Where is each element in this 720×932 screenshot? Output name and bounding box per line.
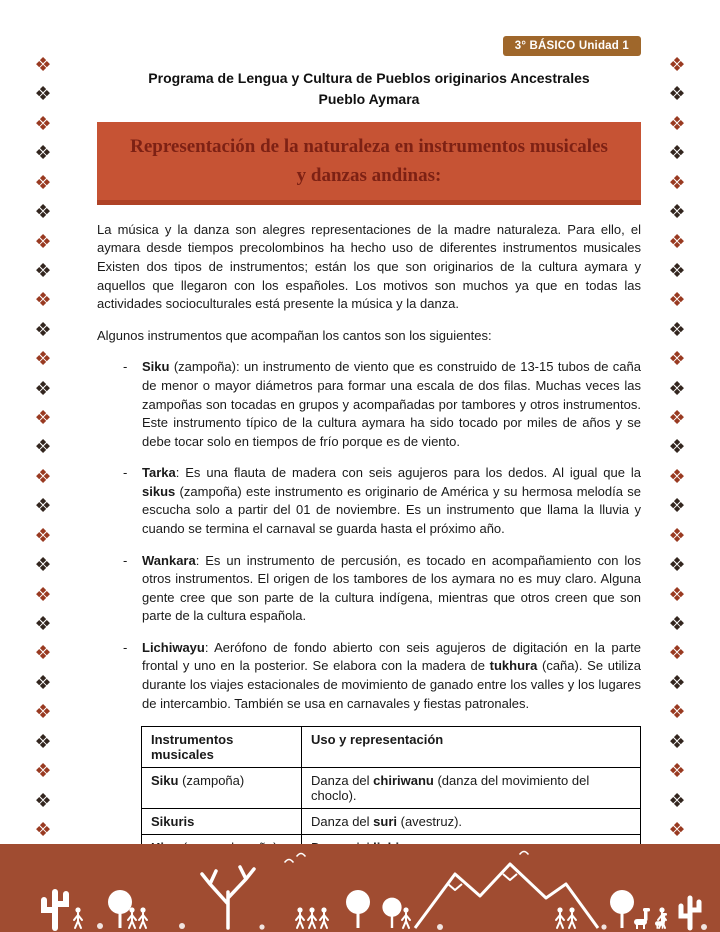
table-header-row <box>142 727 641 768</box>
andean-motif-icon: ❖ <box>34 437 52 459</box>
andean-motif-icon: ❖ <box>34 84 52 106</box>
andean-motif-icon: ❖ <box>668 143 686 165</box>
andean-motif-icon: ❖ <box>668 790 686 812</box>
andean-motif-icon: ❖ <box>34 790 52 812</box>
list-item-lichiwayu: - Lichiwayu: Aerófono de fondo abierto con seis agujeros de digitación en la parte frontal y uno en la posterior. Se elabora con la madera de tukhura (caña). Se utiliza durante los viajes estacionales de movimiento de ganado entre los valles y los lugares de intercambio. También se usa en carnavales y fiestas patronales. <box>121 639 641 713</box>
andean-motif-icon: ❖ <box>668 819 686 841</box>
andean-motif-icon: ❖ <box>668 496 686 518</box>
andean-motif-icon: ❖ <box>668 55 686 76</box>
andean-motif-icon: ❖ <box>668 437 686 459</box>
table-cell-instrument: Sikuris <box>142 809 302 835</box>
list-item-siku: - Siku (zampoña): un instrumento de viento que es construido de 13-15 tubos de caña de menor o mayor diámetros para formar una escala de dos filas. Muchas veces las zampoñas son tocadas en grupos y acompañadas por tambores y otros instrumentos. Este instrumento típico de la cultura aymara ha sido tocado por miles de años y se debe tocar solo en tiempos de frío porque es de viento. <box>121 358 641 451</box>
list-item-tarka: - Tarka: Es una flauta de madera con seis agujeros para los dedos. Al igual que la sikus (zampoña) este instrumento es originario de América y su hermosa melodía se escucha solo a partir del 01 de noviembre. Es un instrumento que llama la lluvia y cuando se termina el carnaval se guarda hasta el próximo año. <box>121 464 641 538</box>
intro-paragraph: La música y la danza son alegres representaciones de la madre naturaleza. Para ello, el aymara desde tiempos precolombinos ha hecho uso de diferentes instrumentos musicales Existen dos tipos de instrumentos; están los que son originarios de la cultura aymara y aquellos que llegaron con los españoles. Los motivos son muchos ya que en todas las actividades socioculturales está presente la música y la danza. <box>97 221 641 312</box>
list-lead-in: Algunos instrumentos que acompañan los cantos son los siguientes: <box>97 327 492 343</box>
andean-motif-icon: ❖ <box>34 731 52 753</box>
andean-motif-icon: ❖ <box>668 702 686 724</box>
andean-motif-icon: ❖ <box>34 643 52 665</box>
instruments-table <box>141 726 641 861</box>
andean-motif-icon: ❖ <box>34 525 52 547</box>
andean-motif-icon: ❖ <box>668 643 686 665</box>
andean-motif-icon: ❖ <box>668 231 686 253</box>
andean-motif-icon: ❖ <box>34 260 52 282</box>
andean-motif-icon: ❖ <box>34 761 52 783</box>
section-title-banner <box>97 122 641 205</box>
table-header-instruments: Instrumentos musicales <box>142 727 302 768</box>
andean-motif-icon: ❖ <box>34 319 52 341</box>
andean-motif-icon: ❖ <box>668 260 686 282</box>
table-header-use: Uso y representación <box>302 727 641 768</box>
footer-illustration <box>0 844 720 932</box>
andean-motif-icon: ❖ <box>668 555 686 577</box>
andean-motif-icon: ❖ <box>668 731 686 753</box>
andean-motif-icon: ❖ <box>34 231 52 253</box>
footer-background <box>0 844 720 932</box>
andean-motif-icon: ❖ <box>668 584 686 606</box>
andean-motif-icon: ❖ <box>668 466 686 488</box>
instrument-list <box>121 358 641 713</box>
andean-motif-icon: ❖ <box>34 113 52 135</box>
list-item-wankara: - Wankara: Es un instrumento de percusión, es tocado en acompañamiento con los otros instrumentos. El origen de los tambores de los aymara no es muy claro. Alguna gente cree que son parte de la cultura indígena, mientras que otros creen que son parte de la cultura española. <box>121 552 641 626</box>
section-title: Representación de la naturaleza en instrumentos musicales y danzas andinas: <box>130 136 608 187</box>
table-row-sikuris <box>142 809 641 835</box>
andean-motif-icon: ❖ <box>34 819 52 841</box>
andean-motif-icon: ❖ <box>34 555 52 577</box>
andean-motif-icon: ❖ <box>34 614 52 636</box>
andean-motif-icon: ❖ <box>668 614 686 636</box>
document-header <box>97 68 641 110</box>
andean-motif-icon: ❖ <box>668 172 686 194</box>
andean-motif-icon: ❖ <box>34 55 52 76</box>
andean-motif-icon: ❖ <box>668 378 686 400</box>
andean-motif-icon: ❖ <box>34 202 52 224</box>
andean-landscape-scene <box>0 844 720 932</box>
pueblo-subtitle: Pueblo Aymara <box>318 91 420 107</box>
andean-motif-icon: ❖ <box>668 202 686 224</box>
andean-motif-icon: ❖ <box>668 319 686 341</box>
andean-motif-icon: ❖ <box>668 408 686 430</box>
andean-motif-icon: ❖ <box>34 172 52 194</box>
andean-motif-icon: ❖ <box>668 113 686 135</box>
table-row-siku <box>142 768 641 809</box>
andean-motif-icon: ❖ <box>34 378 52 400</box>
andean-border-left <box>24 56 62 840</box>
andean-motif-icon: ❖ <box>668 672 686 694</box>
andean-motif-icon: ❖ <box>34 466 52 488</box>
table-cell-use: Danza del chiriwanu (danza del movimiento del choclo). <box>302 768 641 809</box>
andean-motif-icon: ❖ <box>668 761 686 783</box>
andean-motif-icon: ❖ <box>668 525 686 547</box>
andean-motif-icon: ❖ <box>668 349 686 371</box>
andean-motif-icon: ❖ <box>668 290 686 312</box>
andean-border-right <box>658 56 696 840</box>
andean-motif-icon: ❖ <box>34 290 52 312</box>
andean-motif-icon: ❖ <box>668 84 686 106</box>
andean-motif-icon: ❖ <box>34 702 52 724</box>
andean-motif-icon: ❖ <box>34 143 52 165</box>
andean-motif-icon: ❖ <box>34 584 52 606</box>
andean-motif-icon: ❖ <box>34 672 52 694</box>
table-cell-instrument: Siku (zampoña) <box>142 768 302 809</box>
program-title: Programa de Lengua y Cultura de Pueblos originarios Ancestrales <box>148 70 590 86</box>
andean-motif-icon: ❖ <box>34 496 52 518</box>
andean-motif-icon: ❖ <box>34 349 52 371</box>
document-content <box>97 68 641 861</box>
unit-badge: 3° BÁSICO Unidad 1 <box>503 36 641 56</box>
table-cell-use: Danza del suri (avestruz). <box>302 809 641 835</box>
andean-motif-icon: ❖ <box>34 408 52 430</box>
